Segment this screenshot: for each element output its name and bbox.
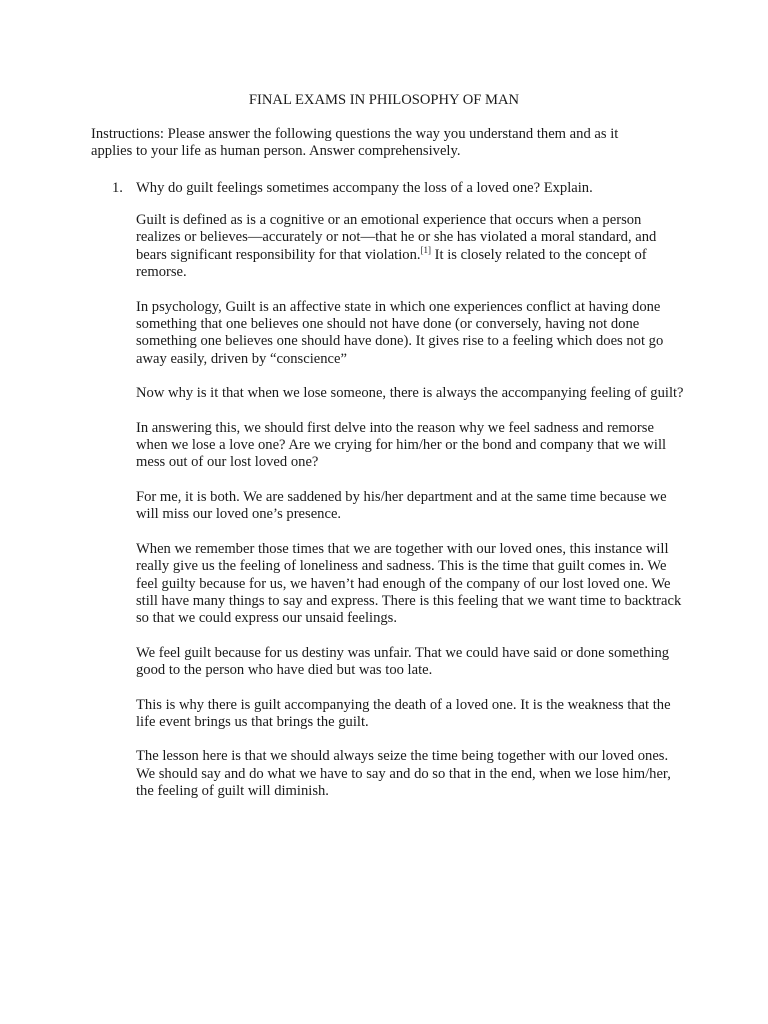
answer-paragraph-5: For me, it is both. We are saddened by his/her department and at the same time because we will miss our loved one’s presence. (136, 488, 667, 523)
answer-paragraph-1-tail: It is closely related to the concept of remorse. (136, 246, 647, 281)
question-1 (112, 180, 672, 197)
document-title: FINAL EXAMS IN PHILOSOPHY OF MAN (248, 92, 520, 108)
question-text: Why do guilt feelings sometimes accompany the loss of a loved one? Explain. (136, 180, 593, 196)
answer-paragraph-8: This is why there is guilt accompanying the death of a loved one. It is the weakness that the life event brings us that brings the guilt. (136, 696, 671, 730)
answer-paragraph-2: In psychology, Guilt is an affective state in which one experiences conflict at having done something that one believes one should not have done (or conversely, having not done something one believes one should have done). It gives rise to a feeling which does not go away easily, driven by “conscience” (136, 298, 664, 367)
question-number: 1. (112, 180, 123, 196)
footnote-reference: [1] (420, 244, 432, 255)
answer-paragraph-4: In answering this, we should first delve into the reason why we feel sadness and remorse when we lose a love one? Are we crying for him/her or the bond and company that we will mess out of our lost loved one? (136, 419, 667, 471)
answer-paragraph-7: We feel guilt because for us destiny was unfair. That we could have said or done something good to the person who have died but was too late. (136, 644, 670, 679)
instructions-text: Instructions: Please answer the following questions the way you understand them and as it applies to your life as human person. Answer comprehensively. (91, 126, 619, 160)
answer-paragraph-3: Now why is it that when we lose someone, there is always the accompanying feeling of guilt? (136, 385, 684, 402)
answer-paragraph-1-text: Guilt is defined as is a cognitive or an emotional experience that occurs when a person realizes or believes—accurately or not—that he or she has violated a moral standard, and bears significant responsibility for that violation. (136, 212, 657, 263)
answer-paragraph-1 (136, 212, 686, 282)
answer-body (136, 212, 686, 818)
answer-paragraph-6: When we remember those times that we are together with our loved ones, this instance will really give us the feeling of loneliness and sadness. This is the time that guilt comes in. We feel guilty because for us, we haven’t had enough of the company of our lost loved one. We still have many things to say and express. There is this feeling that we want time to backtrack so that we could express our unsaid feelings. (136, 540, 682, 627)
answer-paragraph-9: The lesson here is that we should always seize the time being together with our loved ones. We should say and do what we have to say and do so that in the end, when we lose him/her, the feeling of guilt will diminish. (136, 748, 671, 800)
